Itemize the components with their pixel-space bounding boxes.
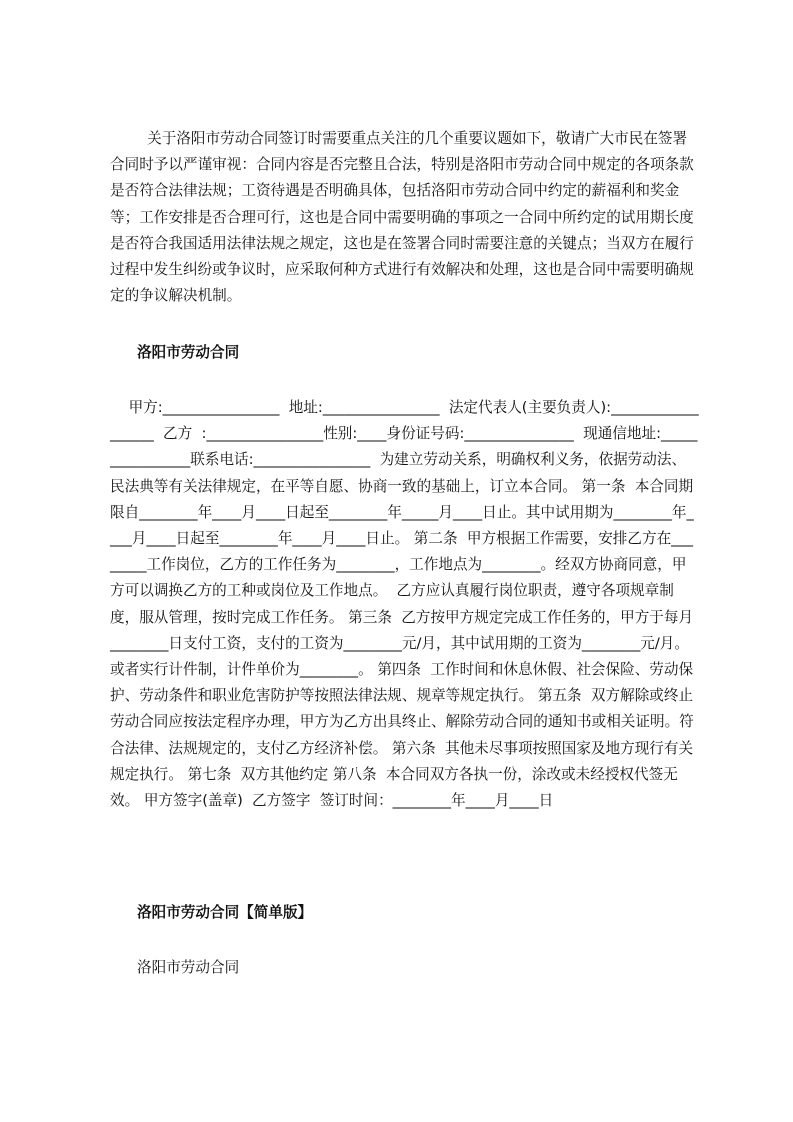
simple-contract-subtitle: 洛阳市劳动合同 xyxy=(137,959,240,976)
contract-title: 洛阳市劳动合同 xyxy=(137,344,240,361)
intro-paragraph: 关于洛阳市劳动合同签订时需要重点关注的几个重要议题如下，敬请广大市民在签署合同时予以严谨审视：合同内容是否完整且合法，特别是洛阳市劳动合同中规定的各项条款是否符合法律法规；工资待遇是否明确具体，包括洛阳市劳动合同中约定的薪福利和奖金等；工作安排是否合理可行，这也是合同中需要明确的事项之一合同中所约定的试用期长度是否符合我国适用法律法规之规定，这也是在签署合同时需要注意的关键点；当双方在履行过程中发生纠纷或争议时，应采取何种方式进行有效解决和处理，这也是合同中需要明确规定的争议解决机制。 xyxy=(110,130,694,305)
contract-body-paragraph: 甲方:________________ 地址:________________ 法定代表人(主要负责人):__________________ 乙方 :________________性别:____身份证号码:_______________ 现通信地址:________________联系电话:________________ 为建立劳动关系，明确权利义务，依据劳动法、民法典等有关法律规定，在平等自愿、协商一致的基础上，订立本合同。 第一条 本合同期限自________年____月____日起至________年_____月____日止。其中试用期为________年____月____日起至________年____月____日止。 第二条 甲方根据工作需要，安排乙方在________工作岗位，乙方的工作任务为________，工作地点为________。经双方协商同意，甲方可以调换乙方的工种或岗位及工作地点。 乙方应认真履行岗位职责，遵守各项规章制度，服从管理，按时完成工作任务。 第三条 乙方按甲方规定完成工作任务的，甲方于每月________日支付工资，支付的工资为________元/月，其中试用期的工资为________元/月。或者实行计件制，计件单价为________。 第四条 工作时间和休息休假、社会保险、劳动保护、劳动条件和职业危害防护等按照法律法规、规章等规定执行。 第五条 双方解除或终止劳动合同应按法定程序办理，甲方为乙方出具终止、解除劳动合同的通知书或相关证明。符合法律、法规规定的，支付乙方经济补偿。 第六条 其他未尽事项按照国家及地方现行有关规定执行。 第七条 双方其他约定 第八条 本合同双方各执一份，涂改或未经授权代签无效。 甲方签字(盖章) 乙方签字 签订时间：________年____月____日 xyxy=(110,399,699,810)
simple-contract-title: 洛阳市劳动合同【简单版】 xyxy=(137,904,313,921)
